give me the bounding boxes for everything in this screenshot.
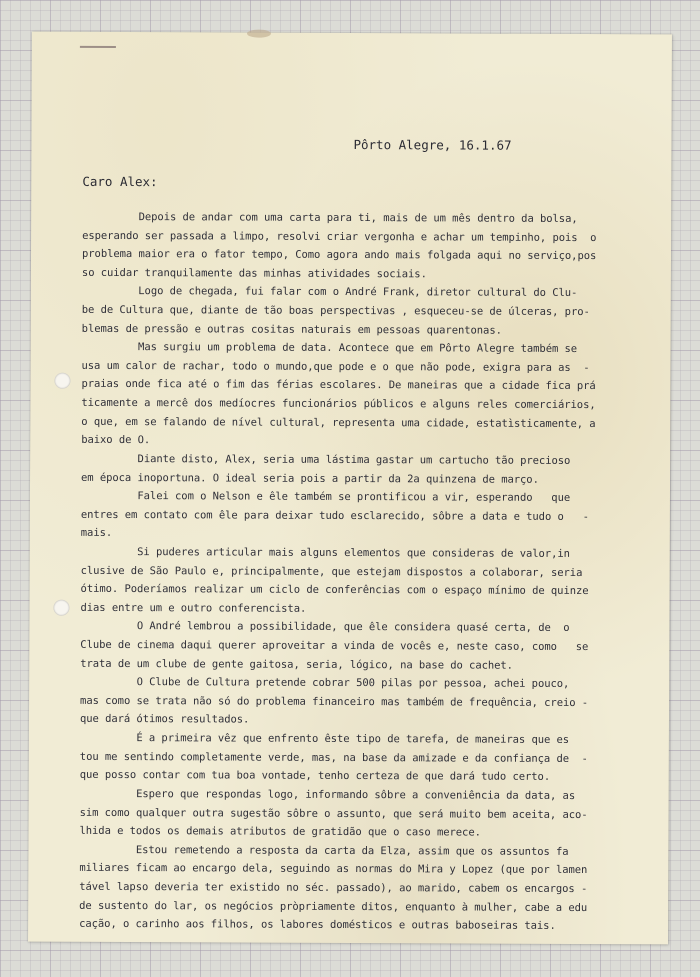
punch-hole-top bbox=[54, 373, 70, 389]
letter-line: mas como se trata não só do problema financeiro mas também de frequência, creio - bbox=[80, 694, 589, 709]
pencil-mark bbox=[80, 46, 116, 48]
letter-line: so cuidar tranquilamente das minhas atividades sociais. bbox=[81, 266, 427, 281]
letter-line: em época inoportuna. O ideal seria pois a partir da 2a quinzena de março. bbox=[81, 471, 539, 486]
letter-line: de sustento do lar, os negócios pròpriamente ditos, enquanto à mulher, cabe a edu bbox=[79, 899, 588, 914]
letter-line: Si puderes articular mais alguns elementos que consideras de valor,in bbox=[80, 545, 570, 560]
letter-line: dias entre um e outro conferencista. bbox=[80, 601, 307, 615]
letter-line: Depois de andar com uma carta para ti, mais de um mês dentro da bolsa, bbox=[82, 210, 578, 225]
letter-line: Espero que respondas logo, informando sôbre a conveniência da data, as bbox=[79, 787, 576, 802]
letter-line: blemas de pressão e outras cositas naturais em pessoas quarentonas. bbox=[81, 322, 502, 337]
letter-line: baixo de O. bbox=[81, 434, 151, 447]
letter-line: ótimo. Poderíamos realizar um ciclo de conferências com o espaço mínimo de quinze bbox=[80, 583, 589, 598]
letter-line: usa um calor de rachar, todo o mundo,que pode e o que não pode, exigra para as - bbox=[81, 359, 590, 374]
letter-line: Falei com o Nelson e êle também se prontificou a vir, esperando que bbox=[80, 489, 571, 505]
letter-line: cação, o carinho aos filhos, os labores domésticos e outras baboseiras tais. bbox=[79, 917, 556, 933]
letter-line: sim como qualquer outra sugestão sôbre o assunto, que será muito bem aceita, aco- bbox=[79, 806, 588, 821]
letter-line: be de Cultura que, diante de tão boas perspectivas , esqueceu-se de úlceras, pro- bbox=[81, 303, 590, 319]
letter-line: ticamente a mercê dos medíocres funcionários públicos e alguns reles comerciários, bbox=[81, 396, 596, 412]
letter-line: Diante disto, Alex, seria uma lástima gastar um cartucho tão precioso bbox=[81, 452, 571, 467]
letter-line: O Clube de Cultura pretende cobrar 500 pilas por pessoa, achei pouco, bbox=[80, 676, 570, 691]
letter-line: o que, em se falando de nível cultural, representa uma cidade, estatìsticamente, a bbox=[81, 415, 596, 430]
letter-line: praias onde fica até o fim das férias escolares. De maneiras que a cidade fica prá bbox=[81, 378, 596, 393]
letter-line: clusive de São Paulo e, principalmente, que estejam dispostos a colaborar, seria bbox=[80, 564, 583, 579]
letter-line: problema maior era o fator tempo, Como agora ando mais folgada aqui no serviço,pos bbox=[81, 248, 597, 263]
letter-line: Estou remetendo a resposta da carta da Elza, assim que os assuntos fa bbox=[79, 843, 569, 858]
letter-line: O André lembrou a possibilidade, que êle considera quasé certa, de o bbox=[80, 620, 570, 635]
letter-body bbox=[79, 208, 647, 936]
letter-line: entres em contato com êle para deixar tudo esclarecido, sôbre a data e tudo o - bbox=[80, 508, 589, 523]
letter-line: tou me sentindo completamente verde, mas, na base da amizade e da confiança de - bbox=[79, 750, 588, 765]
letter-line: miliares ficam ao encargo dela, seguindo as normas do Mira y Lopez (que por lamen bbox=[79, 862, 588, 877]
letter-sheet bbox=[28, 32, 672, 945]
letter-line: lhida e todos os demais atributos de gratidão que o caso merece. bbox=[79, 824, 481, 839]
letter-line: Mas surgiu um problema de data. Acontece que em Pôrto Alegre também se bbox=[81, 341, 578, 356]
letter-salutation: Caro Alex: bbox=[82, 173, 158, 190]
letter-date: Pôrto Alegre, 16.1.67 bbox=[353, 137, 512, 153]
paper-stain bbox=[247, 30, 271, 38]
letter-line: trata de um clube de gente gaitosa, seria, lógico, na base do cachet. bbox=[80, 657, 514, 672]
letter-line: tável lapso deveria ter existido no séc. passado), ao marido, cabem os encargos - bbox=[79, 880, 588, 895]
punch-hole-bottom bbox=[53, 600, 69, 616]
letter-line: que posso contar com tua boa vontade, tenho certeza de que dará tudo certo. bbox=[79, 769, 551, 784]
letter-line: Clube de cinema daqui querer aproveitar a vinda de vocês e, neste caso, como se bbox=[80, 638, 589, 654]
letter-line: esperando ser passada a limpo, resolvi criar vergonha e achar um tempinho, pois o bbox=[82, 229, 597, 244]
letter-line: Logo de chegada, fui falar com o André Frank, diretor cultural do Clu- bbox=[81, 285, 578, 300]
letter-line: mais. bbox=[80, 527, 113, 540]
letter-line: É a primeira vêz que enfrento êste tipo de tarefa, de maneiras que es bbox=[79, 731, 570, 747]
letter-line: que dará ótimos resultados. bbox=[79, 713, 250, 727]
